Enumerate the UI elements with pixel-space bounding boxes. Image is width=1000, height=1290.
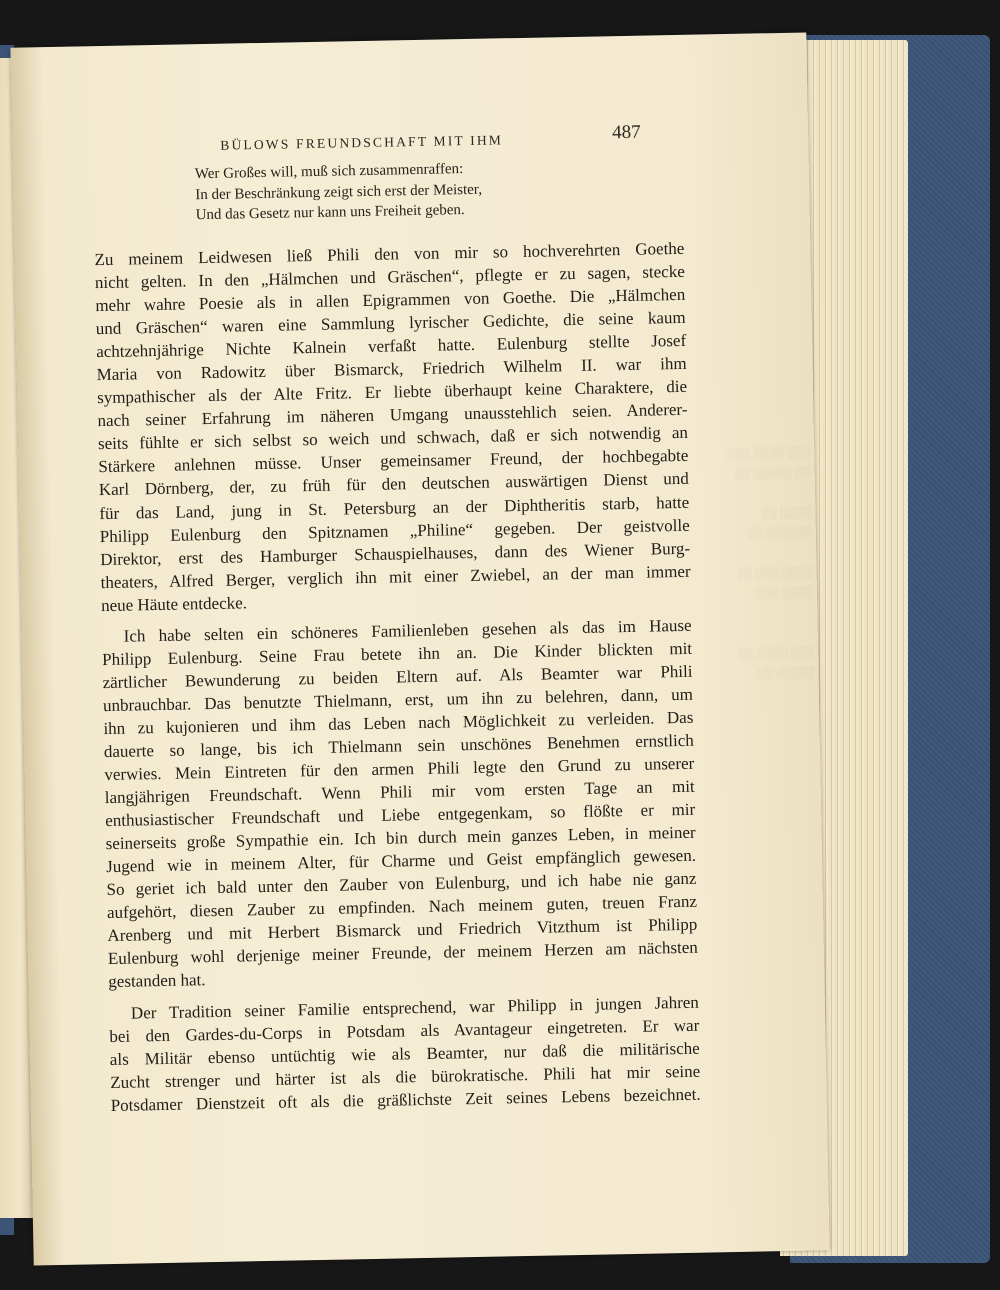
text-line: nicht gelten. In den „Hälmchen und Gräschen“, pflegte er zu sagen, stecke <box>94 261 685 293</box>
text-line: Der Tradition seiner Familie entsprechend, war Philipp in jungen Jahren <box>130 992 700 1023</box>
text-line: Zucht strenger und härter ist als die bürokratische. Phili hat mir seine <box>110 1061 701 1092</box>
text-line: Philipp Eulenburg. Seine Frau betete ihn an. Die Kinder blickten mit <box>101 638 693 669</box>
book-page <box>10 32 829 1265</box>
text-line: Karl Dörnberg, der, zu früh für den deutschen auswärtigen Dienst und <box>98 469 689 500</box>
text-line: Ich habe selten ein schöneres Familienleben gesehen als das im Hause <box>123 615 692 646</box>
text-line: aufgehört, diesen Zauber zu empfinden. Nach meinem guten, treuen Franz <box>106 892 698 923</box>
text-line: enthusiastischer Freundschaft und Liebe entgegenkam, so flößte er mir <box>105 799 696 831</box>
verse-line: In der Beschränkung zeigt sich erst der Meister, <box>195 181 483 203</box>
text-line: nach seiner Erfahrung im näheren Umgang unausstehlich seien. Anderer- <box>97 400 688 431</box>
paragraph <box>109 990 701 1117</box>
verse-quote <box>195 156 616 226</box>
text-line: Stärkere anlehnen müsse. Unser gemeinsamer Freund, der hochbegabte <box>98 446 689 477</box>
verse-line: Wer Großes will, muß sich zusammenraffen: <box>194 161 464 183</box>
text-line: ihn zu kujonieren und ihm das Leben nach Möglichkeit zu verleiden. Das <box>103 707 694 739</box>
verse-line: Und das Gesetz nur kann uns Freiheit geben. <box>195 202 465 224</box>
text-line: Eulenburg wohl derjenige meiner Freunde, der meinem Herzen am nächsten <box>107 938 698 969</box>
text-line: sympathischer als der Alte Fritz. Er liebte überhaupt keine Charaktere, die <box>96 377 688 408</box>
text-line: Zu meinem Leidwesen ließ Phili den von mir so hochverehrten Goethe <box>94 238 685 270</box>
text-line: mehr wahre Poesie als in allen Epigrammen von Goethe. Die „Hälmchen <box>95 284 686 316</box>
paragraph <box>94 237 691 617</box>
text-line: verwies. Mein Eintreten für den armen Phili legte den Grund zu unserer <box>104 753 695 785</box>
text-line: und Gräschen“ waren eine Sammlung lyrischer Gedichte, die seine kaum <box>95 307 686 339</box>
text-line: bei den Gardes-du-Corps in Potsdam als Avantageur eingetreten. Er war <box>109 1015 700 1046</box>
paragraph <box>101 614 698 994</box>
running-head: BÜLOWS FREUNDSCHAFT MIT IHM <box>220 132 504 153</box>
page-header <box>12 112 808 157</box>
text-line: seits fühlte er sich selbst so weich und schwach, daß er sich notwendig an <box>97 423 689 454</box>
text-line: theaters, Alfred Berger, verglich ihn mit einer Zwiebel, an der man immer <box>100 561 691 592</box>
text-line: als Militär ebenso untüchtig wie als Beamter, nur daß die militärische <box>109 1038 700 1069</box>
text-line: zärtlicher Bewunderung zu beiden Eltern auf. Als Beamter war Phili <box>102 661 693 692</box>
text-line: neue Häute entdecke. <box>100 593 248 615</box>
text-line: dauerte so lange, bis ich Thielmann sein unschönes Benehmen ernstlich <box>103 730 694 762</box>
text-line: gestanden hat. <box>108 970 206 992</box>
text-line: Direktor, erst des Hamburger Schauspielhauses, dann des Wiener Burg- <box>100 538 691 569</box>
text-line: für das Land, jung in St. Petersburg an der Diphtheritis starb, hatte <box>99 492 690 523</box>
show-through-text: ░░░ ░░░░ ░░░ ░░ ░░░░░ ░░ ░░░░ ░░ ░░░░░░ ░░ ░░░░ ░░░ ░░ ░░░░ ░░░ ░░░ ░░░░ ░░ ░░░░░ ░░ <box>726 446 815 680</box>
text-line: So geriet ich bald unter den Zauber von Eulenburg, und ich habe nie ganz <box>106 869 697 900</box>
page-number: 487 <box>611 121 641 144</box>
text-line: Potsdamer Dienstzeit oft als die gräßlichste Zeit seines Lebens bezeichnet. <box>110 1084 701 1115</box>
text-line: Arenberg und mit Herbert Bismarck und Friedrich Vitzthum ist Philipp <box>107 915 698 946</box>
text-line: Jugend wie in meinem Alter, für Charme und Geist empfänglich gewesen. <box>105 845 697 877</box>
text-line: Philipp Eulenburg den Spitznamen „Philine“ gegeben. Der geistvolle <box>99 515 690 546</box>
text-line: langjährigen Freundschaft. Wenn Phili mir vom ersten Tage an mit <box>104 776 695 808</box>
text-line: Maria von Radowitz über Bismarck, Friedrich Wilhelm II. war ihm <box>96 354 687 385</box>
text-line: unbrauchbar. Das benutzte Thielmann, erst, um ihn zu belehren, dann, um <box>102 684 694 715</box>
text-line: achtzehnjährige Nichte Kalnein verfaßt hatte. Eulenburg stellte Josef <box>96 331 687 362</box>
body-text <box>94 237 701 1117</box>
text-line: seinerseits große Sympathie ein. Ich bin durch mein ganzes Leben, in meiner <box>105 822 696 854</box>
